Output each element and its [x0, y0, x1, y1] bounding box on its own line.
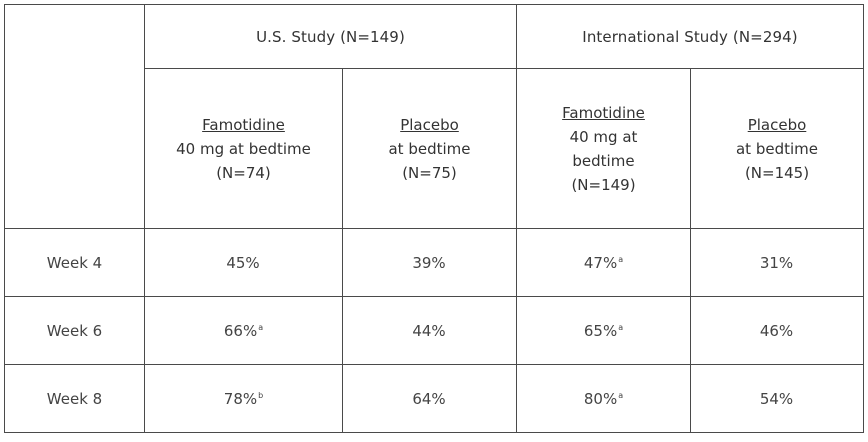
- arm-dose: 40 mg at bedtime: [176, 139, 311, 158]
- data-cell: [145, 365, 343, 433]
- arm-name: Famotidine: [202, 115, 285, 134]
- arm-count: (N=74): [216, 163, 271, 182]
- week-label: Week 6: [5, 297, 145, 365]
- footnote-marker: b: [258, 390, 264, 400]
- cell-value: 54%: [759, 389, 794, 408]
- footnote-marker: a: [618, 254, 624, 264]
- cell-value: 31%: [759, 253, 794, 272]
- cell-value: 65%: [583, 321, 618, 340]
- table-row: [5, 297, 864, 365]
- cell-value: 46%: [759, 321, 794, 340]
- footnote-marker: a: [258, 322, 264, 332]
- table-row: [5, 229, 864, 297]
- arm-name: Famotidine: [562, 103, 645, 122]
- data-cell: [691, 229, 864, 297]
- footnote-marker: a: [618, 390, 624, 400]
- us-study-header: U.S. Study (N=149): [145, 5, 517, 69]
- cell-value: 66%: [223, 321, 258, 340]
- arm-count: (N=149): [571, 175, 636, 194]
- corner-cell: [5, 5, 145, 229]
- study-header-row: [5, 5, 864, 69]
- data-cell: [343, 297, 517, 365]
- week-label: Week 8: [5, 365, 145, 433]
- results-table-container: [4, 4, 864, 433]
- arm-dose: 40 mg at: [569, 127, 638, 146]
- arm-dose-cont: bedtime: [572, 151, 635, 170]
- cell-value: 39%: [412, 253, 446, 272]
- week-label: Week 4: [5, 229, 145, 297]
- cell-value: 45%: [226, 253, 260, 272]
- data-cell: [691, 365, 864, 433]
- data-cell: [343, 229, 517, 297]
- arm-name: Placebo: [747, 115, 807, 134]
- arm-dose: at bedtime: [735, 139, 818, 158]
- data-cell: [343, 365, 517, 433]
- data-cell: [517, 297, 691, 365]
- data-cell: [517, 229, 691, 297]
- cell-value: 64%: [412, 389, 446, 408]
- data-cell: [517, 365, 691, 433]
- arm-dose: at bedtime: [388, 139, 471, 158]
- data-cell: [145, 229, 343, 297]
- international-study-header: International Study (N=294): [517, 5, 864, 69]
- cell-value: 78%: [223, 389, 258, 408]
- footnote-marker: a: [618, 322, 624, 332]
- intl-placebo-header: [691, 69, 864, 229]
- cell-value: 47%: [583, 253, 618, 272]
- us-placebo-header: [343, 69, 517, 229]
- arm-name: Placebo: [400, 115, 459, 134]
- us-famotidine-header: [145, 69, 343, 229]
- table-row: [5, 365, 864, 433]
- cell-value: 80%: [583, 389, 618, 408]
- data-cell: [145, 297, 343, 365]
- arm-count: (N=145): [744, 163, 810, 182]
- intl-famotidine-header: [517, 69, 691, 229]
- cell-value: 44%: [412, 321, 446, 340]
- arm-count: (N=75): [402, 163, 457, 182]
- data-cell: [691, 297, 864, 365]
- healing-rates-table: [4, 4, 864, 433]
